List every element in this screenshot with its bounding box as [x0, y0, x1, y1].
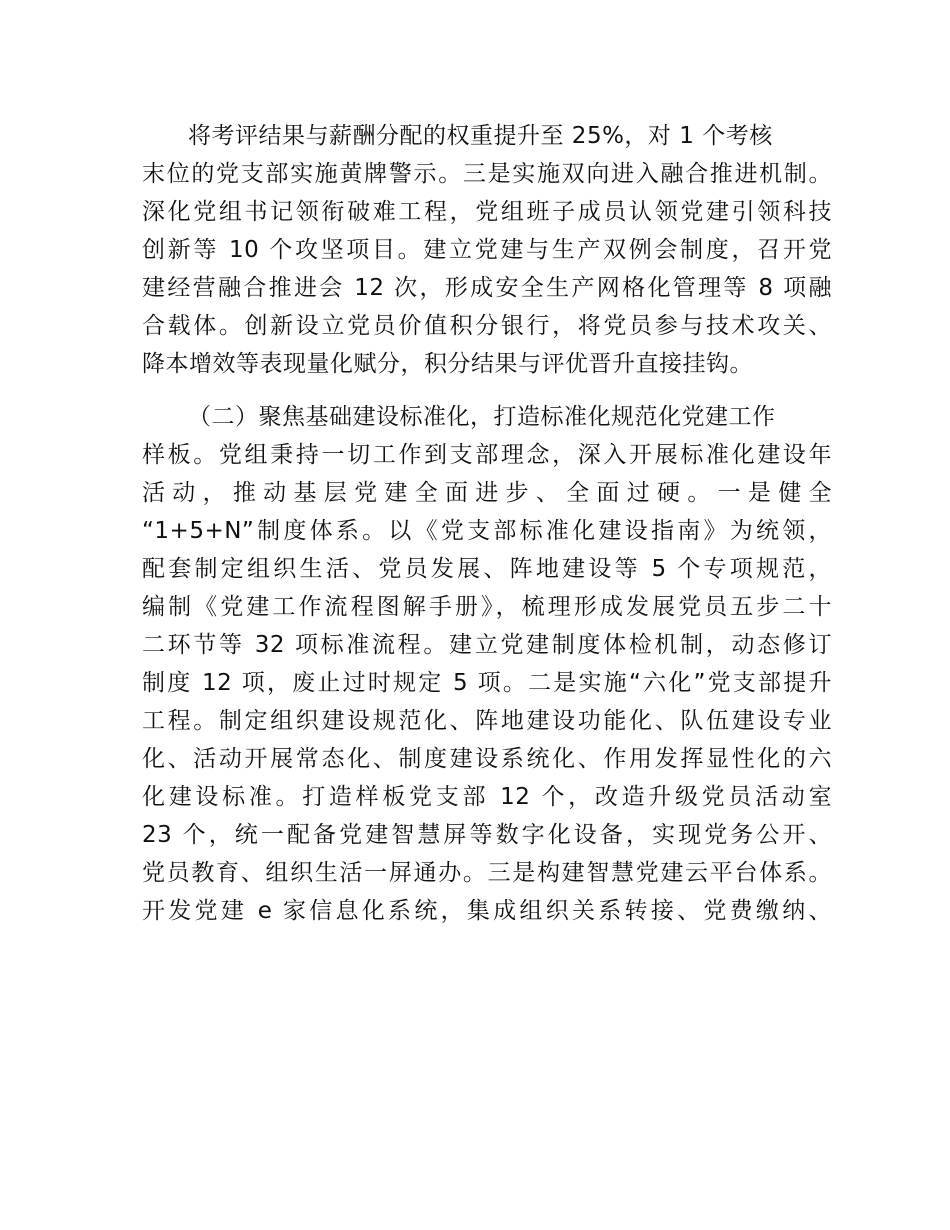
text-line: 创新等 10 个攻坚项目。建立党建与生产双例会制度，召开党	[142, 237, 832, 263]
text-line: 深化党组书记领衔破难工程，党组班子成员认领党建引领科技	[142, 199, 832, 225]
text-line: 制度 12 项，废止过时规定 5 项。二是实施“六化”党支部提升	[142, 670, 832, 696]
text-line: 配套制定组织生活、党员发展、阵地建设等 5 个专项规范，	[142, 556, 832, 582]
text-line: 建经营融合推进会 12 次，形成安全生产网格化管理等 8 项融	[142, 275, 832, 301]
text-line: 降本增效等表现量化赋分，积分结果与评优晋升直接挂钩。	[142, 351, 753, 377]
document-body	[142, 117, 832, 930]
text-line: 二环节等 32 项标准流程。建立党建制度体检机制，动态修订	[142, 632, 832, 658]
text-line: 编制《党建工作流程图解手册》，梳理形成发展党员五步二十	[142, 594, 832, 620]
text-line: 开发党建 e 家信息化系统，集成组织关系转接、党费缴纳、	[142, 898, 832, 924]
text-line: 工程。制定组织建设规范化、阵地建设功能化、队伍建设专业	[142, 708, 832, 734]
text-line: 合载体。创新设立党员价值积分银行，将党员参与技术攻关、	[142, 313, 832, 339]
text-line: 23 个，统一配备党建智慧屏等数字化设备，实现党务公开、	[142, 822, 832, 848]
text-line: 末位的党支部实施黄牌警示。三是实施双向进入融合推进机制。	[142, 161, 832, 187]
text-line: “1+5+N”制度体系。以《党支部标准化建设指南》为统领，	[142, 518, 832, 544]
text-line: 将考评结果与薪酬分配的权重提升至 25%，对 1 个考核	[188, 123, 773, 149]
paragraph-2	[142, 398, 832, 930]
text-line: 化、活动开展常态化、制度建设系统化、作用发挥显性化的六	[142, 746, 832, 772]
text-line: 党员教育、组织生活一屏通办。三是构建智慧党建云平台体系。	[142, 860, 832, 886]
section-heading-line: （二）聚焦基础建设标准化，打造标准化规范化党建工作	[188, 404, 776, 430]
paragraph-1	[142, 117, 832, 383]
text-line: 活动，推动基层党建全面进步、全面过硬。一是健全	[142, 480, 832, 506]
text-line: 样板。党组秉持一切工作到支部理念，深入开展标准化建设年	[142, 442, 832, 468]
text-line: 化建设标准。打造样板党支部 12 个，改造升级党员活动室	[142, 784, 832, 810]
